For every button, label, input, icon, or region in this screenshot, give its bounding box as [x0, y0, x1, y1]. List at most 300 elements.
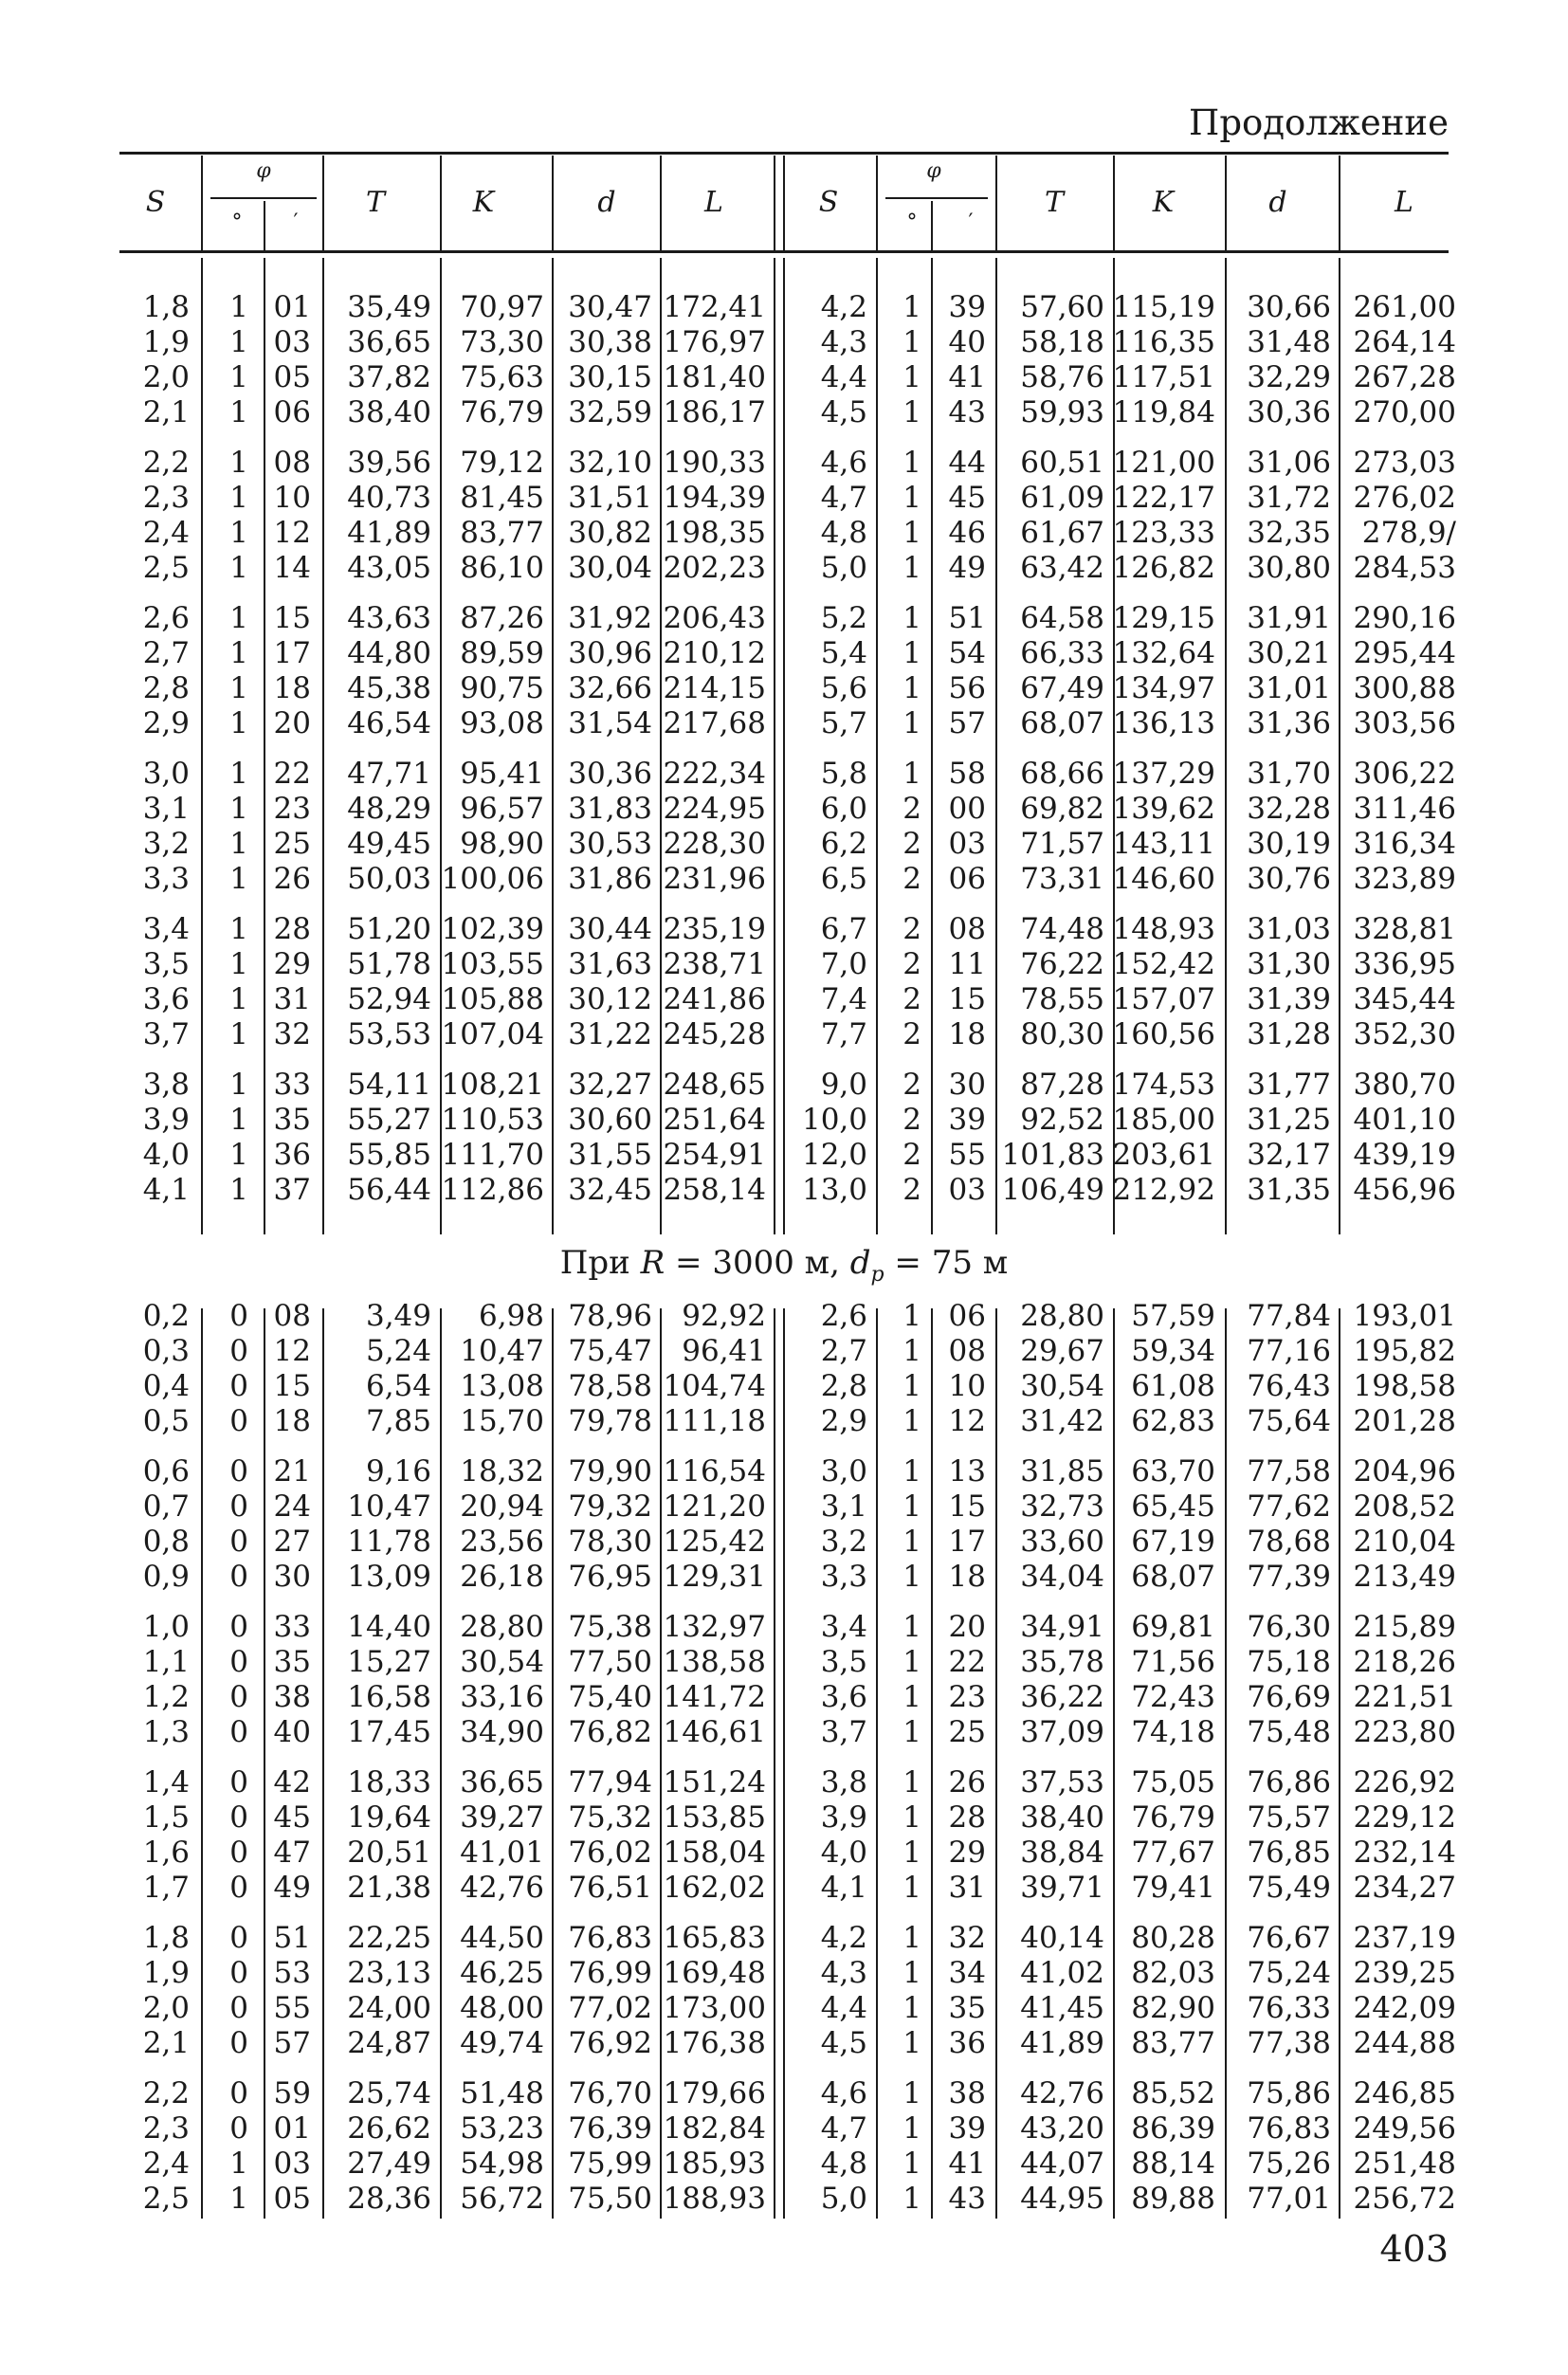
cell-phi-deg: 1	[229, 912, 248, 946]
cell-d2: 76,33	[1247, 1991, 1331, 2025]
cell-phi-deg: 0	[229, 1525, 248, 1559]
cell-k: 76,79	[460, 395, 544, 429]
table-row	[0, 325, 1568, 360]
header-column-line	[552, 155, 554, 250]
cell-phi-deg: 1	[229, 1068, 248, 1102]
cell-t: 35,49	[347, 290, 431, 324]
cell-s2: 7,4	[820, 982, 867, 1016]
cell-d2: 31,30	[1247, 947, 1331, 981]
cell-l2: 267,28	[1353, 360, 1456, 394]
cell-d2: 31,72	[1247, 481, 1331, 515]
cell-phi-min2: 57	[948, 706, 986, 740]
cell-k: 53,23	[460, 2111, 544, 2146]
cell-phi-min: 59	[273, 2076, 311, 2110]
header-t: T	[365, 186, 386, 219]
cell-l: 158,04	[663, 1836, 766, 1870]
cell-l2: 251,48	[1353, 2147, 1456, 2181]
cell-l: 162,02	[663, 1871, 766, 1905]
cell-phi-deg: 1	[229, 446, 248, 480]
cell-phi-min: 23	[273, 792, 311, 826]
cell-t: 44,80	[347, 636, 431, 670]
cell-phi-min2: 35	[948, 1991, 986, 2025]
cell-phi-min2: 10	[948, 1369, 986, 1403]
cell-k: 46,25	[460, 1956, 544, 1990]
cell-t: 3,49	[365, 1299, 431, 1333]
table-row	[0, 1068, 1568, 1103]
cell-phi-min: 22	[273, 757, 311, 791]
cell-phi-min2: 30	[948, 1068, 986, 1102]
table-row	[0, 947, 1568, 982]
cell-l: 206,43	[663, 601, 766, 635]
cell-l: 104,74	[663, 1369, 766, 1403]
cell-k2: 115,19	[1112, 290, 1215, 324]
cell-t2: 87,28	[1020, 1068, 1104, 1102]
cell-s2: 2,9	[820, 1404, 867, 1438]
cell-k2: 136,13	[1112, 706, 1215, 740]
cell-phi-deg: 1	[229, 706, 248, 740]
cell-s2: 5,0	[820, 551, 867, 585]
header-column-line	[783, 155, 785, 250]
cell-k2: 129,15	[1112, 601, 1215, 635]
cell-k2: 152,42	[1112, 947, 1215, 981]
cell-phi-min2: 15	[948, 1489, 986, 1524]
cell-d2: 76,83	[1247, 2111, 1331, 2146]
cell-k2: 122,17	[1112, 481, 1215, 515]
cell-s: 0,2	[142, 1299, 190, 1333]
cell-l2: 456,96	[1353, 1173, 1456, 1207]
table-row	[0, 1369, 1568, 1404]
cell-d: 31,63	[568, 947, 652, 981]
cell-d2: 75,24	[1247, 1956, 1331, 1990]
cell-k2: 62,83	[1131, 1404, 1215, 1438]
cell-t: 56,44	[347, 1173, 431, 1207]
table-row	[0, 1715, 1568, 1750]
cell-l: 132,97	[663, 1610, 766, 1644]
cell-phi-deg: 0	[229, 1715, 248, 1749]
cell-k2: 116,35	[1112, 325, 1215, 359]
cell-phi-deg: 1	[229, 290, 248, 324]
table-row	[0, 1560, 1568, 1595]
cell-d2: 32,17	[1247, 1138, 1331, 1172]
table-row	[0, 1871, 1568, 1906]
cell-s2: 4,0	[820, 1836, 867, 1870]
cell-t2: 67,49	[1020, 671, 1104, 705]
table-row	[0, 636, 1568, 671]
cell-phi-min: 36	[273, 1138, 311, 1172]
cell-l: 254,91	[663, 1138, 766, 1172]
cell-s: 4,0	[142, 1138, 190, 1172]
cell-d: 32,45	[568, 1173, 652, 1207]
table-row	[0, 827, 1568, 862]
cell-t: 45,38	[347, 671, 431, 705]
cell-t2: 39,71	[1020, 1871, 1104, 1905]
table-row	[0, 551, 1568, 586]
table-row	[0, 1404, 1568, 1439]
cell-phi-deg: 0	[229, 2076, 248, 2110]
cell-s2: 3,2	[820, 1525, 867, 1559]
cell-phi-min2: 55	[948, 1138, 986, 1172]
cell-phi-min2: 18	[948, 1560, 986, 1594]
table-row	[0, 1765, 1568, 1800]
cell-l: 185,93	[663, 2147, 766, 2181]
cell-k2: 72,43	[1131, 1680, 1215, 1714]
cell-d2: 78,68	[1247, 1525, 1331, 1559]
table-row	[0, 1334, 1568, 1369]
cell-phi-deg2: 1	[903, 1645, 921, 1679]
cell-d2: 75,57	[1247, 1800, 1331, 1835]
cell-t: 48,29	[347, 792, 431, 826]
cell-phi-deg: 1	[229, 671, 248, 705]
cell-t: 55,27	[347, 1103, 431, 1137]
header-column-line	[1113, 155, 1115, 250]
table-row	[0, 2076, 1568, 2111]
cell-l: 186,17	[663, 395, 766, 429]
cell-d: 32,10	[568, 446, 652, 480]
cell-d: 31,55	[568, 1138, 652, 1172]
cell-phi-min: 49	[273, 1871, 311, 1905]
cell-k: 10,47	[460, 1334, 544, 1368]
cell-phi-deg: 1	[229, 360, 248, 394]
cell-s2: 4,2	[820, 1921, 867, 1955]
cell-l: 146,61	[663, 1715, 766, 1749]
cell-l: 172,41	[663, 290, 766, 324]
cell-k: 103,55	[441, 947, 544, 981]
cell-phi-min: 10	[273, 481, 311, 515]
cell-l2: 246,85	[1353, 2076, 1456, 2110]
cell-phi-deg: 0	[229, 1610, 248, 1644]
cell-s: 0,7	[142, 1489, 190, 1524]
cell-k: 86,10	[460, 551, 544, 585]
cell-d: 79,78	[568, 1404, 652, 1438]
cell-k2: 148,93	[1112, 912, 1215, 946]
cell-l: 153,85	[663, 1800, 766, 1835]
cell-phi-min2: 46	[948, 516, 986, 550]
cell-t2: 30,54	[1020, 1369, 1104, 1403]
section-d-subscript: р	[870, 1262, 884, 1287]
cell-k2: 123,33	[1112, 516, 1215, 550]
cell-s: 3,5	[142, 947, 190, 981]
cell-k2: 137,29	[1112, 757, 1215, 791]
cell-phi-deg: 1	[229, 982, 248, 1016]
cell-l2: 234,27	[1353, 1871, 1456, 1905]
cell-d2: 77,16	[1247, 1334, 1331, 1368]
cell-k: 81,45	[460, 481, 544, 515]
cell-l: 210,12	[663, 636, 766, 670]
cell-d2: 77,84	[1247, 1299, 1331, 1333]
cell-t: 50,03	[347, 862, 431, 896]
cell-l2: 300,88	[1353, 671, 1456, 705]
table-row	[0, 481, 1568, 516]
cell-k: 28,80	[460, 1610, 544, 1644]
cell-l2: 323,89	[1353, 862, 1456, 896]
cell-k: 73,30	[460, 325, 544, 359]
cell-t: 19,64	[347, 1800, 431, 1835]
cell-phi-min2: 36	[948, 2026, 986, 2060]
cell-phi-min: 26	[273, 862, 311, 896]
header-k: K	[472, 186, 495, 219]
cell-phi-deg: 1	[229, 1138, 248, 1172]
cell-s2: 6,7	[820, 912, 867, 946]
cell-s2: 4,7	[820, 481, 867, 515]
cell-l2: 232,14	[1353, 1836, 1456, 1870]
cell-t: 46,54	[347, 706, 431, 740]
cell-l2: 345,44	[1353, 982, 1456, 1016]
cell-phi-deg2: 1	[903, 1404, 921, 1438]
cell-phi-min: 06	[273, 395, 311, 429]
cell-l2: 316,34	[1353, 827, 1456, 861]
cell-phi-deg: 1	[229, 1017, 248, 1051]
cell-phi-min2: 26	[948, 1765, 986, 1800]
cell-phi-min: 18	[273, 1404, 311, 1438]
cell-d2: 32,28	[1247, 792, 1331, 826]
cell-phi-deg2: 2	[903, 827, 921, 861]
cell-k2: 85,52	[1131, 2076, 1215, 2110]
cell-d: 31,51	[568, 481, 652, 515]
header-deg2: °	[906, 210, 918, 234]
cell-l: 228,30	[663, 827, 766, 861]
cell-s2: 5,8	[820, 757, 867, 791]
cell-k: 75,63	[460, 360, 544, 394]
cell-l2: 221,51	[1353, 1680, 1456, 1714]
cell-d2: 30,21	[1247, 636, 1331, 670]
cell-k: 96,57	[460, 792, 544, 826]
cell-k2: 157,07	[1112, 982, 1215, 1016]
cell-phi-deg2: 1	[903, 1680, 921, 1714]
header-column-line	[1225, 155, 1227, 250]
cell-phi-deg2: 1	[903, 2111, 921, 2146]
cell-k2: 146,60	[1112, 862, 1215, 896]
cell-phi-deg: 1	[229, 516, 248, 550]
cell-s2: 7,7	[820, 1017, 867, 1051]
cell-phi-min: 01	[273, 290, 311, 324]
cell-d: 77,94	[568, 1765, 652, 1800]
cell-d2: 30,19	[1247, 827, 1331, 861]
cell-phi-min: 14	[273, 551, 311, 585]
cell-d: 75,40	[568, 1680, 652, 1714]
header-d2: d	[1268, 186, 1287, 219]
cell-d: 30,04	[568, 551, 652, 585]
cell-phi-min2: 49	[948, 551, 986, 585]
cell-phi-deg2: 1	[903, 1610, 921, 1644]
cell-d2: 77,58	[1247, 1454, 1331, 1489]
cell-phi-deg: 1	[229, 601, 248, 635]
cell-k: 13,08	[460, 1369, 544, 1403]
cell-phi-deg2: 1	[903, 1836, 921, 1870]
cell-phi-min2: 54	[948, 636, 986, 670]
cell-d2: 76,69	[1247, 1680, 1331, 1714]
cell-s: 1,6	[142, 1836, 190, 1870]
table-main	[0, 290, 1568, 1208]
cell-k: 110,53	[441, 1103, 544, 1137]
table-row	[0, 982, 1568, 1017]
cell-phi-deg: 0	[229, 1956, 248, 1990]
cell-l2: 328,81	[1353, 912, 1456, 946]
cell-l2: 439,19	[1353, 1138, 1456, 1172]
cell-t: 5,24	[365, 1334, 431, 1368]
cell-phi-min: 29	[273, 947, 311, 981]
cell-k2: 79,41	[1131, 1871, 1215, 1905]
cell-l2: 226,92	[1353, 1765, 1456, 1800]
cell-k2: 86,39	[1131, 2111, 1215, 2146]
cell-phi-deg: 1	[229, 792, 248, 826]
cell-s2: 3,0	[820, 1454, 867, 1489]
cell-l2: 210,04	[1353, 1525, 1456, 1559]
cell-s2: 6,0	[820, 792, 867, 826]
cell-k2: 143,11	[1112, 827, 1215, 861]
cell-t2: 33,60	[1020, 1525, 1104, 1559]
cell-l: 202,23	[663, 551, 766, 585]
cell-k2: 69,81	[1131, 1610, 1215, 1644]
table-row	[0, 2111, 1568, 2147]
cell-l: 111,18	[663, 1404, 766, 1438]
table-row	[0, 1103, 1568, 1138]
cell-phi-min2: 32	[948, 1921, 986, 1955]
cell-phi-min: 01	[273, 2111, 311, 2146]
phi-underline	[210, 197, 317, 199]
cell-phi-deg2: 1	[903, 360, 921, 394]
cell-phi-min2: 45	[948, 481, 986, 515]
cell-d: 30,47	[568, 290, 652, 324]
cell-phi-min2: 11	[948, 947, 986, 981]
cell-s2: 3,3	[820, 1560, 867, 1594]
cell-phi-deg2: 2	[903, 912, 921, 946]
cell-t2: 101,83	[1001, 1138, 1104, 1172]
cell-s: 2,7	[142, 636, 190, 670]
cell-d: 30,44	[568, 912, 652, 946]
cell-t2: 37,53	[1020, 1765, 1104, 1800]
cell-s2: 13,0	[801, 1173, 867, 1207]
cell-phi-deg: 1	[229, 1103, 248, 1137]
cell-phi-min2: 41	[948, 360, 986, 394]
cell-t: 36,65	[347, 325, 431, 359]
cell-s2: 4,7	[820, 2111, 867, 2146]
cell-k2: 119,84	[1112, 395, 1215, 429]
cell-phi-deg2: 2	[903, 1017, 921, 1051]
cell-d2: 31,03	[1247, 912, 1331, 946]
cell-phi-deg2: 1	[903, 636, 921, 670]
cell-phi-deg2: 1	[903, 1956, 921, 1990]
cell-phi-deg2: 1	[903, 671, 921, 705]
cell-phi-min2: 43	[948, 2182, 986, 2216]
cell-k: 39,27	[460, 1800, 544, 1835]
cell-t: 10,47	[347, 1489, 431, 1524]
cell-phi-deg: 0	[229, 1645, 248, 1679]
cell-phi-min2: 22	[948, 1645, 986, 1679]
cell-k2: 134,97	[1112, 671, 1215, 705]
cell-phi-min: 31	[273, 982, 311, 1016]
cell-d2: 32,35	[1247, 516, 1331, 550]
cell-l: 165,83	[663, 1921, 766, 1955]
cell-s: 1,4	[142, 1765, 190, 1800]
header-s: S	[145, 186, 166, 219]
cell-phi-deg2: 1	[903, 2076, 921, 2110]
cell-s2: 4,3	[820, 1956, 867, 1990]
cell-phi-min2: 15	[948, 982, 986, 1016]
cell-d: 75,38	[568, 1610, 652, 1644]
cell-k2: 83,77	[1131, 2026, 1215, 2060]
cell-s: 3,2	[142, 827, 190, 861]
cell-k2: 63,70	[1131, 1454, 1215, 1489]
cell-k2: 126,82	[1112, 551, 1215, 585]
cell-phi-deg: 1	[229, 827, 248, 861]
cell-t: 21,38	[347, 1871, 431, 1905]
cell-s: 2,2	[142, 2076, 190, 2110]
cell-k: 36,65	[460, 1765, 544, 1800]
cell-l2: 201,28	[1353, 1404, 1456, 1438]
cell-phi-min: 12	[273, 1334, 311, 1368]
cell-k: 42,76	[460, 1871, 544, 1905]
cell-phi-min: 15	[273, 601, 311, 635]
header-column-line	[876, 155, 878, 250]
cell-t: 39,56	[347, 446, 431, 480]
table-row	[0, 757, 1568, 792]
cell-t: 20,51	[347, 1836, 431, 1870]
cell-k: 87,26	[460, 601, 544, 635]
cell-phi-deg2: 2	[903, 1103, 921, 1137]
cell-l2: 380,70	[1353, 1068, 1456, 1102]
cell-phi-min: 27	[273, 1525, 311, 1559]
cell-k: 6,98	[478, 1299, 544, 1333]
cell-t2: 57,60	[1020, 290, 1104, 324]
cell-phi-min2: 18	[948, 1017, 986, 1051]
cell-d: 75,47	[568, 1334, 652, 1368]
cell-phi-deg: 0	[229, 1369, 248, 1403]
cell-t: 25,74	[347, 2076, 431, 2110]
cell-s: 0,3	[142, 1334, 190, 1368]
header-phi: φ	[256, 159, 271, 183]
cell-d: 30,60	[568, 1103, 652, 1137]
cell-s: 3,1	[142, 792, 190, 826]
cell-k2: 89,88	[1131, 2182, 1215, 2216]
cell-d: 79,90	[568, 1454, 652, 1489]
cell-phi-min: 05	[273, 360, 311, 394]
cell-phi-deg2: 2	[903, 792, 921, 826]
cell-l2: 306,22	[1353, 757, 1456, 791]
table-row	[0, 1610, 1568, 1645]
cell-t2: 74,48	[1020, 912, 1104, 946]
cell-phi-min: 25	[273, 827, 311, 861]
header-column-line	[931, 201, 933, 250]
cell-phi-deg: 1	[229, 2147, 248, 2181]
cell-t: 52,94	[347, 982, 431, 1016]
table-row	[0, 1680, 1568, 1715]
cell-phi-min: 45	[273, 1800, 311, 1835]
cell-k: 30,54	[460, 1645, 544, 1679]
table-row	[0, 2182, 1568, 2217]
cell-phi-min: 38	[273, 1680, 311, 1714]
table-r3000	[0, 1299, 1568, 2217]
cell-k2: 71,56	[1131, 1645, 1215, 1679]
cell-s2: 4,3	[820, 325, 867, 359]
cell-phi-min2: 44	[948, 446, 986, 480]
cell-s: 0,9	[142, 1560, 190, 1594]
cell-s2: 4,5	[820, 2026, 867, 2060]
cell-s2: 6,5	[820, 862, 867, 896]
cell-d2: 30,80	[1247, 551, 1331, 585]
cell-phi-min2: 40	[948, 325, 986, 359]
cell-s: 0,4	[142, 1369, 190, 1403]
cell-phi-deg: 1	[229, 481, 248, 515]
cell-t: 41,89	[347, 516, 431, 550]
cell-phi-min: 35	[273, 1103, 311, 1137]
cell-d2: 76,67	[1247, 1921, 1331, 1955]
cell-t2: 37,09	[1020, 1715, 1104, 1749]
cell-phi-min: 33	[273, 1068, 311, 1102]
section-d-value: = 75 м	[894, 1244, 1009, 1282]
cell-phi-deg2: 1	[903, 1489, 921, 1524]
header-column-line	[201, 155, 203, 250]
cell-phi-min: 55	[273, 1991, 311, 2025]
